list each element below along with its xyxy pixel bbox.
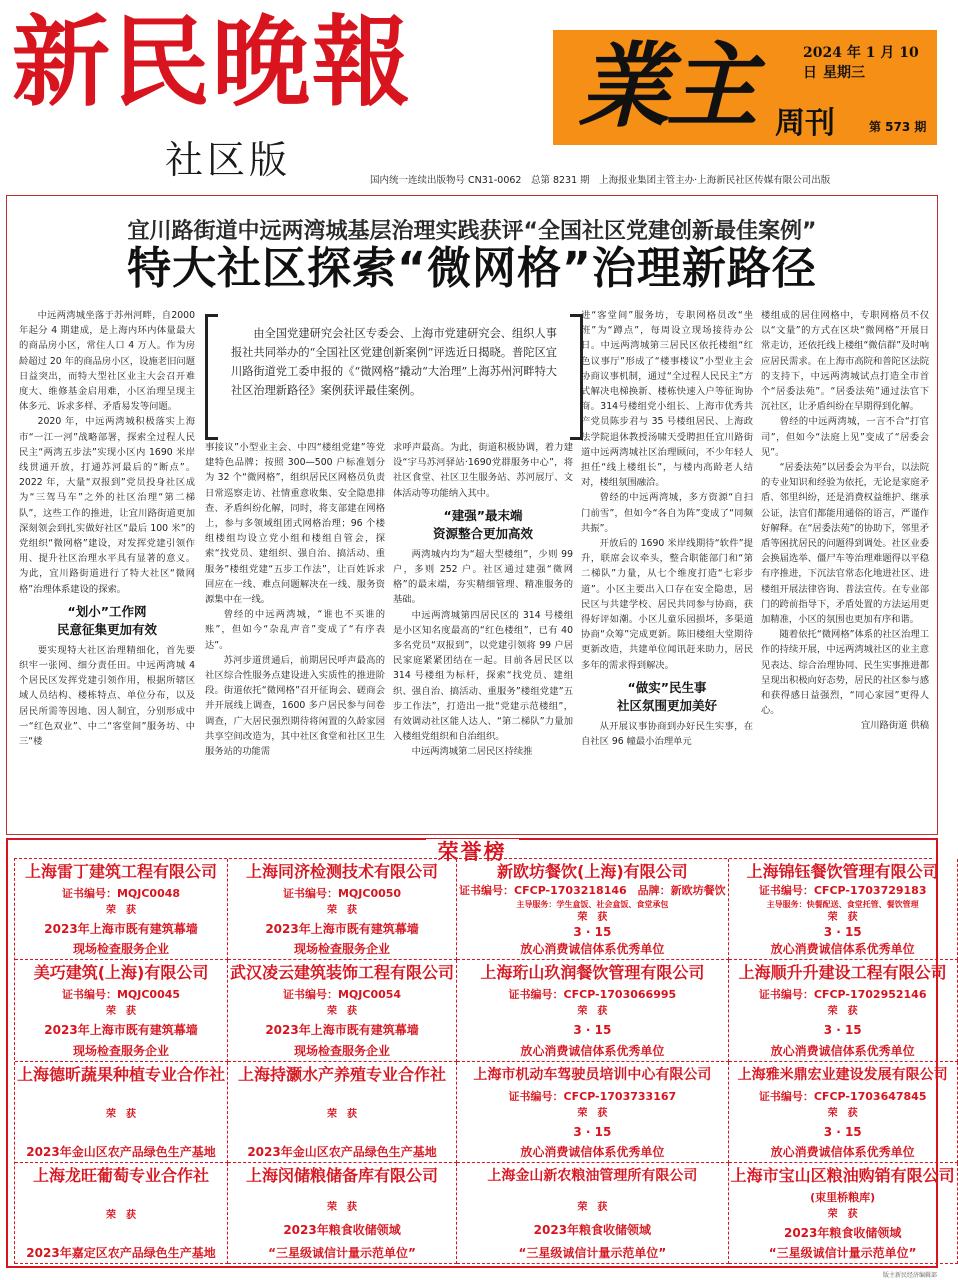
paragraph: 曾经的中远两湾城，一言不合“打官司”，但如今“法庭上见”变成了“居委会见”。 — [761, 416, 929, 458]
award-prefix: 荣 获 — [327, 1202, 358, 1214]
paragraph: 进“客堂间”服务坊，专职网格员改“坐班”为“蹲点”，每周设立现场接待办公日。中远两湾城第三居民区依托楼组“红色议事厅”形成了“楼事楼议”小型业主会协商议事机制，通过“全过程人民民主”方式解决电梯换新、楼栋快速入户等征询协商。314号楼组党小组长、上海市优秀共产党员陈步君与 35 号楼组居民、上海政法学院退休教授汤啸天受聘担任宜川路街道中远两湾城社区治理顾问，不少年轻人担任“线上楼组长”，与楼内高龄老人结对，楼组氛围融洽。 — [581, 310, 753, 489]
award-line-1: 3 · 15 — [573, 1124, 612, 1139]
company-name: 上海同济检测技术有限公司 — [246, 862, 439, 881]
article-byline: 宜川路街道 供稿 — [860, 720, 929, 732]
honor-entry — [729, 1062, 958, 1163]
award-prefix: 荣 获 — [106, 1209, 136, 1221]
article-headline: 特大社区探索“微网格”治理新路径 — [127, 243, 817, 294]
honor-entry — [15, 859, 228, 960]
award-line-2: 2023年嘉定区农产品绿色生产基地 — [26, 1246, 216, 1260]
certificate-number: 证书编号：MQJC0054 — [282, 988, 402, 1002]
paragraph: 曾经的中远两湾城，多方资源“自扫门前雪”，但如今“各自为阵”变成了“同频共振”。 — [581, 492, 753, 534]
award-line-2: “三星级诚信计量示范单位” — [768, 1246, 917, 1260]
paragraph: 开放后的 1690 米岸线期待“软件”提升，联席会议牵头，整合职能部门和“第二梯队”力量，从七个维度打造“七彩步道”。小区主要出入口存在安全隐患，居民区与共建学校、居民共同参与协商，获得好评如潮。小区儿童乐园损坏，多渠道协商“众筹”完成更新。陈旧楼组大堂期待更新改造，共建单位闻讯赶来助力，居民多年的需求得到解决。 — [581, 538, 753, 671]
company-name: 上海金山新农粮油管理所有限公司 — [487, 1167, 698, 1184]
honor-entry — [457, 1163, 729, 1264]
award-line-2: 现场检查服务企业 — [294, 942, 391, 957]
certificate-number: 证书编号：MQJC0045 — [61, 988, 181, 1002]
honor-entry — [228, 960, 457, 1061]
award-prefix: 荣 获 — [827, 1208, 858, 1220]
award-line-1: 3 · 15 — [823, 925, 862, 940]
paragraph: 中远两湾城第二居民区持续推 — [411, 746, 533, 758]
company-name: 上海雷丁建筑工程有限公司 — [25, 862, 218, 881]
award-line-2: 放心消费诚信体系优秀单位 — [520, 1144, 665, 1159]
main-article — [6, 195, 938, 835]
award-line-2: 放心消费诚信体系优秀单位 — [520, 1043, 665, 1058]
award-prefix: 荣 获 — [827, 911, 858, 923]
publication-info: 国内统一连续出版物号 CN31-0062 总第 8231 期 上海报业集团主管主办·上海新民社区传媒有限公司出版 — [370, 175, 831, 186]
paragraph: 苏河步道贯通后，前期居民呼声最高的社区综合性服务点建设进入实质性的推进阶段。街道依托“微网格”召开征询会、磋商会并开展线上调查，1600 多户居民参与问卷调查，广大居民强烈期待将闲置的久龄家园共享空间改造为，其中社区食堂和社区卫生服务站的功能需 — [205, 654, 385, 758]
award-line-1: 2023年粮食收储领域 — [283, 1222, 401, 1237]
company-name: 武汉凌云建筑装饰工程有限公司 — [230, 963, 455, 983]
honor-entry — [228, 859, 457, 960]
award-prefix: 荣 获 — [106, 1006, 136, 1018]
edition-label: 社区版 — [165, 138, 292, 182]
paragraph: 中远两湾城坐落于苏州河畔，自2000 年起分 4 期建成，是上海内环内体量最大的商品房小区，常住人口 4 万人。作为房龄超过 20 年的商品房小区，设施老旧问题日益突出，而特大型社区业主大会召开难度大、维修基金启用难，小区治理呈现主体多元、诉求多样、矛盾易发等问题。 — [19, 310, 195, 413]
issue-date: 2024 年 1 月 10 日 — [803, 45, 919, 81]
newspaper-logo: 新民晚報 — [12, 5, 413, 120]
award-prefix: 荣 获 — [327, 1006, 358, 1018]
award-line-2: 2023年金山区农产品绿色生产基地 — [247, 1144, 437, 1159]
award-line-2: 2023年金山区农产品绿色生产基地 — [26, 1144, 216, 1159]
paragraph: “居委法苑”以居委会为平台，以法院的专业知识和经验为依托，无论是家庭矛盾、邻里纠纷，还是消费权益维护、继承公证，法官们都能用通俗的语言，严谨作好解释。在“居委法苑”的协助下，邻里矛盾等困扰居民的问题得到调处。社区业委会换届选举、僵尸车等治理难题得以平稳有序推进，下沉法官常态化地进社区、进楼组开展法律咨询、普法宣传。在专业部门的跨前指导下，矛盾处置的方法运用更加精准，小区的氛围也更加有序和谐。 — [761, 462, 929, 626]
article-column-4 — [581, 308, 753, 830]
paragraph: 两湾城内均为“超大型楼组”，少则 99 户，多则 252 户。社区通过建强“微网格”的最末端，夯实精细管理、精准服务的基础。 — [393, 548, 573, 606]
article-column-1 — [19, 308, 195, 828]
masthead — [0, 0, 945, 192]
certificate-number: 证书编号：CFCP-1703218146 品牌：新欧坊餐饮 — [459, 883, 726, 897]
award-prefix: 荣 获 — [577, 1006, 608, 1018]
award-line-1: 2023年粮食收储领域 — [783, 1225, 902, 1240]
weekly-banner — [553, 30, 937, 145]
award-line-2: 放心消费诚信体系优秀单位 — [770, 1043, 915, 1058]
award-prefix: 荣 获 — [327, 905, 358, 917]
company-name: 上海持灏水产养殖专业合作社 — [238, 1064, 447, 1084]
honor-entry — [15, 1062, 228, 1163]
company-name: 上海闵储粮储备库有限公司 — [246, 1165, 439, 1185]
paragraph: 要实现特大社区治理精细化，首先要织牢一张网、细分责任田。中远两湾城 4 个居民区发挥党建引领作用，根据所辖区域人员结构、楼栋特点、单位分布，以及居民所需等因地、因人制宜，分别形成中一“红色双业”、中二“客堂间”服务坊、中三“楼 — [19, 644, 195, 748]
award-line-2: 现场检查服务企业 — [294, 1043, 391, 1058]
company-name: 美巧建筑(上海)有限公司 — [33, 963, 209, 983]
company-name: 上海德昕蔬果种植专业合作社 — [17, 1064, 226, 1084]
award-line-2: 放心消费诚信体系优秀单位 — [770, 1144, 915, 1159]
section-subhead: “建强”最末端 资源整合更加高效 — [432, 507, 533, 541]
company-name: 上海市机动车驾驶员培训中心有限公司 — [473, 1066, 712, 1083]
award-line-2: 放心消费诚信体系优秀单位 — [520, 942, 665, 957]
honor-entry — [15, 1163, 228, 1264]
article-column-5 — [761, 308, 929, 830]
award-line-1: 3 · 15 — [573, 1023, 612, 1038]
paragraph: 随着依托“微网格”体系的社区治理工作的持续开展，中远两湾城社区的业主意见表达、综合治理协同、民生实事推进都呈现出积极向好态势，居民的社区参与感和获得感日益强烈，“同心家园”更得人心。 — [761, 629, 929, 717]
article-column-3 — [393, 440, 573, 830]
certificate-number: 证书编号：CFCP-1703066995 — [508, 988, 677, 1002]
honor-entry — [457, 859, 729, 960]
award-line-2: 现场检查服务企业 — [73, 1043, 170, 1058]
issue-number: 第 573 期 — [869, 120, 927, 134]
company-name: 新欧坊餐饮(上海)有限公司 — [497, 862, 688, 881]
paragraph: 中远两湾城第四居民区的 314 号楼组是小区知名度最高的“红色楼组”，已有 40 多名党员“双报到”，以党建引领将 99 户居民家庭紧紧团结在一起。目前各居民区以 314 号楼组为标杆，探索“找党员、建组织、强自治、搞活动、重服务”楼组党建”五步工作法”，打造出一批“党建示范楼组”，有效调动社区能人达人、“第二梯队”力量加入楼组党组织和自治组织。 — [393, 609, 573, 743]
certificate-number: 证书编号：CFCP-1703647845 — [758, 1089, 927, 1103]
service-line: 主导服务：快餐配送、食堂托管、餐饮管理 — [766, 899, 919, 909]
award-line-1: 2023年上海市既有建筑幕墙 — [44, 1023, 198, 1038]
honor-entry — [457, 1062, 729, 1163]
award-line-1: 2023年上海市既有建筑幕墙 — [44, 922, 198, 937]
company-name: 上海龙旺葡萄专业合作社 — [33, 1165, 210, 1185]
lead-callout — [205, 314, 583, 434]
callout-text: 由全国党建研究会社区专委会、上海市党建研究会、组织人事报社共同举办的“全国社区党建创新案例”评选近日揭晓。普陀区宜川路街道党工委申报的《“微网格”撬动“大治理”上海苏州河畔特大社区治理新路径》案例获评最佳案例。 — [231, 327, 557, 397]
award-line-1: 2023年上海市既有建筑幕墙 — [265, 922, 419, 937]
honor-entry — [228, 1163, 457, 1264]
award-line-1: 2023年粮食收储领域 — [533, 1222, 652, 1237]
certificate-number: 证书编号：MQJC0048 — [61, 887, 181, 901]
award-line-1: 3 · 15 — [823, 1124, 862, 1139]
award-prefix: 荣 获 — [106, 905, 136, 917]
certificate-number: 证书编号：CFCP-1703733167 — [508, 1089, 677, 1103]
paragraph: 从开展议事协商到办好民生实事，在自社区 96 幢最小治理单元 — [581, 720, 753, 748]
certificate-number: 证书编号：CFCP-1703729183 — [758, 883, 927, 897]
award-line-1: 3 · 15 — [573, 925, 612, 940]
issue-weekday: 星期三 — [823, 65, 865, 81]
award-prefix: 荣 获 — [327, 1108, 358, 1120]
honor-entry — [228, 1062, 457, 1163]
honor-entry — [457, 960, 729, 1061]
certificate-number: (束里桥粮库) — [810, 1190, 876, 1204]
award-line-2: 现场检查服务企业 — [73, 942, 170, 957]
honor-roll-title-text: 荣誉榜 — [426, 839, 519, 864]
certificate-number: 证书编号：MQJC0050 — [282, 887, 402, 901]
honor-roll — [6, 838, 955, 1268]
paragraph: 曾经的中远两湾城，“谁也不买谁的账”，但如今“杂乱声音”变成了“有序表达”。 — [205, 609, 385, 651]
article-column-2 — [205, 440, 385, 830]
section-subhead: “做实”民生事 社区氛围更加美好 — [616, 679, 717, 713]
award-prefix: 荣 获 — [577, 1202, 608, 1214]
paragraph: 2020 年，中远两湾城积极落实上海市“一江一河”战略部署，探索全过程人民民主“两湾五步法”实现小区内 1690 米岸线贯通开放，打通苏河最后的“断点”。2022 年，大量“双报到”党员投身社区成为“三驾马车”之外的社区治理“第二梯队”，这些工作的推进，让宜川路街道更加深刻领会到扎实做好社区“最后 100 米”的党组织“微网格”建设，对发挥党建引领作用、提升社区治理水平具有显著的意义。为此，宜川路街道进行了特大社区“微网格”治理体系建设的探索。 — [19, 416, 195, 595]
certificate-number: 证书编号：CFCP-1702952146 — [758, 988, 927, 1002]
paragraph: 求呼声最高。为此，街道积极协调，着力建设“宇马苏河驿站·1690党群服务中心”，将社区食堂、社区卫生服务站、苏河展厅、文体活动等功能纳入其中。 — [393, 442, 573, 499]
company-name: 上海锦钰餐饮管理有限公司 — [746, 862, 939, 881]
service-line: 主导服务：学生盒饭、社会盒饭、食堂承包 — [516, 899, 669, 909]
company-name: 上海顺升升建设工程有限公司 — [738, 963, 947, 983]
company-name: 上海雅米鼎宏业建设发展有限公司 — [737, 1066, 948, 1083]
paragraph: 楼组成的居住网格中，专职网格员不仅以“文量”的方式在区块“微网格”开展日常走访，还依托线上楼组“微信群”及时响应居民需求。在上海市高院和普陀区法院的支持下，中远两湾城试点打造全市首个“居委法苑”。“居委法苑”通过法官下沉社区，让矛盾纠纷在早期得到化解。 — [761, 310, 929, 413]
award-prefix: 荣 获 — [577, 1107, 608, 1119]
weekly-logo: 業主 — [578, 32, 755, 140]
award-prefix: 荣 获 — [827, 1107, 858, 1119]
section-subhead: “划小”工作网 民意征集更加有效 — [56, 603, 157, 637]
honor-entry — [729, 960, 958, 1061]
award-line-2: “三星级诚信计量示范单位” — [268, 1246, 416, 1260]
award-line-2: 放心消费诚信体系优秀单位 — [770, 942, 915, 957]
award-prefix: 荣 获 — [827, 1006, 858, 1018]
weekly-suffix: 周刊 — [775, 106, 835, 141]
honor-entry — [15, 960, 228, 1061]
company-name: 上海珩山玖润餐饮管理有限公司 — [480, 963, 705, 983]
article-kicker: 宜川路街道中远两湾城基层治理实践获评“全国社区党建创新最佳案例” — [127, 219, 817, 244]
award-prefix: 荣 获 — [106, 1108, 136, 1120]
award-line-1: 2023年上海市既有建筑幕墙 — [265, 1023, 419, 1038]
honor-grid — [14, 858, 955, 1264]
honor-entry — [729, 859, 958, 960]
footer-credit: 版主新民经济编辑部 — [882, 1272, 937, 1279]
company-name: 上海市宝山区粮油购销有限公司 — [730, 1165, 955, 1185]
award-prefix: 荣 获 — [577, 911, 608, 923]
paragraph: 事接议”小型业主会、中四“楼组党建”等党建特色品牌；按照 300—500 户标准划分为 32 个“微网格”，组织居民区网格员负责日常巡察走访、社情重意收集、安全隐患排查、矛盾纠纷化解，同时，将支部建在网格上，参与多领域组团式网格治理；96 个楼组楼组均设立党小组和楼组自管会，探索“找党员、建组织、强自治、搞活动、重服务”楼组党建“五步工作法”，让百姓诉求回应在一线、难点问题解决在一线、服务资源集中在一线。 — [205, 442, 385, 606]
honor-entry — [729, 1163, 958, 1264]
award-line-2: “三星级诚信计量示范单位” — [518, 1246, 667, 1260]
award-line-1: 3 · 15 — [823, 1023, 862, 1038]
